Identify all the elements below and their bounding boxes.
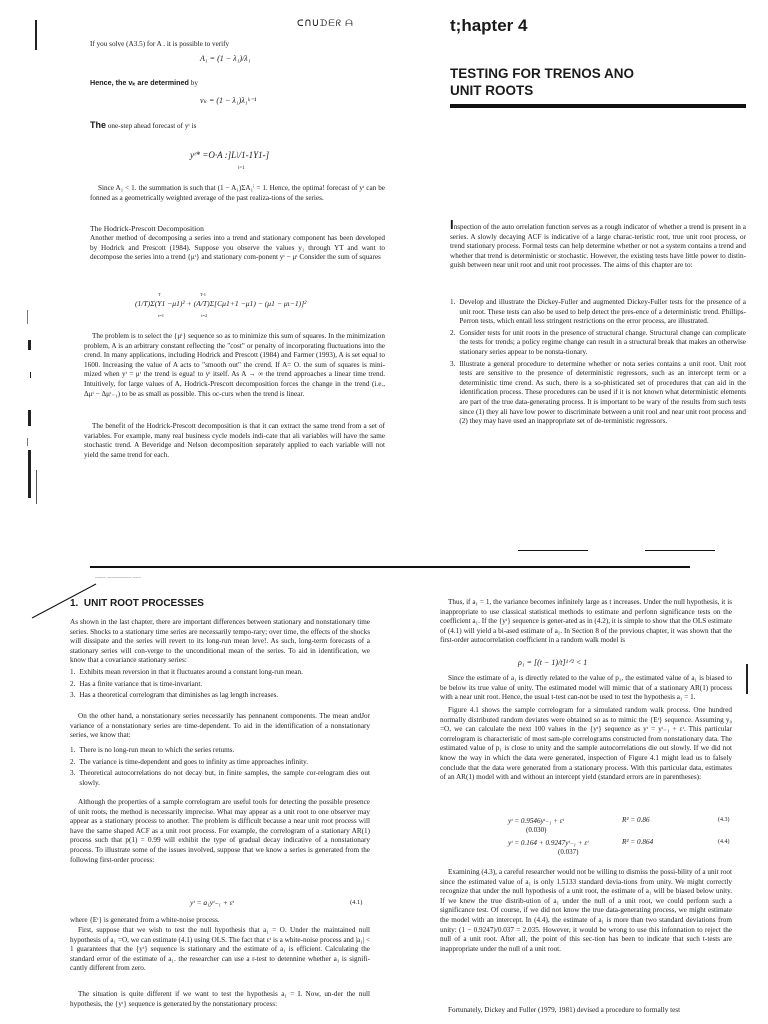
nonstationary-property <box>70 746 370 756</box>
since-paragraph: Since A₁ < 1. the summation is such that (1 − A₁)ΣA₁ⁱ = 1. Hence, the optima! forecast of yᵗ can be fonned as a geometrically weighted average of the past realiza-tions of the series. <box>90 184 385 202</box>
hp-problem-paragraph: The problem is to select the {μᵗ} sequence so as to minimize this sum of squares. In the minimization problem, A is an arbitrary constant reflecting the "cost" or penalty of incorporating fluctuations into the crend. In many applications, including Hodrick and Prescott (1984) and Farmer (1993), A is set equal to 1600. Increasing the value of A acts to "smooth out" the crend. If A= O. the sum of squares is mini-mized when yᵗ = μᵗ the trend is egua! to yᵗ itself. As A → ∞ the trend approaches a linear time trend. Intuitively, for large values of A, Hodrick-Prescott decomposition forces the change in the trend (i.e., Δμᵗ − Δμᵗ₋₁) to be as small as possible. This oc-curs when the trend is linear. <box>84 332 385 398</box>
margin-artifact-7 <box>36 470 37 504</box>
margin-artifact-6 <box>28 450 31 498</box>
stationary-properties-list <box>70 668 370 703</box>
forecast-rest: one-step ahead forecast of yᵗ is <box>106 122 197 130</box>
property-number: 1. <box>70 746 76 754</box>
chapter-label: t;hapter 4 <box>450 16 528 35</box>
top-right-page <box>400 0 768 540</box>
unit-root-section-title: 1. UNIT ROOT PROCESSES <box>70 598 204 609</box>
header-scribble: ᑕᑎᑌᗪᗴᖇ ᗩ <box>297 18 354 28</box>
equation-4-3-number: (4.3) <box>718 817 730 823</box>
hp-paragraph: Another method of decomposing a series into a trend and stationary component has been developed by Hodrick and Prescott (1984). Suppose you observe the values y₁ through YT and want to decompose the series into a trend {μᵗ} and stationary com-ponent yᵗ − μᵗ Consider the sum of squares <box>90 234 385 262</box>
aim-item <box>450 329 746 358</box>
footer-rule-2 <box>645 550 715 551</box>
property-number: 3. <box>70 769 76 778</box>
equation-vk: vₖ = (1 − λ₁)λ₁ᵏ⁻¹ <box>200 96 257 105</box>
property-number: 3. <box>70 691 76 700</box>
nonstationary-paragraph: On the other hand, a nonstationary series necessarily has pennanent components. The mean andJor variance of a nonstationary series are time-dependent. To aid in the identification of a nonstationary series, we know that: <box>70 712 370 740</box>
white-noise-paragraph: where {Eᵗ} is generated from a white-noise process. <box>70 916 220 924</box>
equation-forecast-sub: i=1 <box>238 166 245 171</box>
property-text: There is no long-run mean to which the series retums. <box>79 746 235 754</box>
stationary-property <box>70 691 370 701</box>
property-text: The variance is time-dependent and goes to infinity as time approaches infinity. <box>79 757 309 766</box>
aim-item <box>450 298 746 327</box>
hence-paragraph <box>90 78 370 89</box>
intro-drop-cap: I <box>450 217 454 232</box>
aim-number: 3. <box>450 359 456 368</box>
nonstationary-property <box>70 769 370 788</box>
footer-rule-1 <box>518 550 588 551</box>
bottom-left-page <box>0 570 400 1024</box>
property-number: 2. <box>70 757 76 766</box>
hence-bold: Hence, the vₖ are determined <box>90 78 189 87</box>
margin-artifact-1 <box>27 310 28 324</box>
forecast-bold: The <box>90 120 107 130</box>
unit-null-paragraph: The situation is quite different if we want to test the hypothesis a₁ = I. Now, un-der the null hypothesis, the {yᵗ} sequence is generated by the nonstationary process: <box>70 990 370 1008</box>
hp-benefit-paragraph: The benefit of the Hodrick-Prescott decomposition is that it can extract the same trend from a set of variables. For example, many real business cycle models indi-cate that ali variables will have the same stochastic trend. A Beveridge and Nelson decomposition separately applied to each variable will not yield the same trend for each. <box>84 422 385 459</box>
bias-paragraph: Since the estimate of a₁ is directly related to the value of p₁, the estimated value of a₁ is biased to be below its true value of unity. The estimated model will mimic that of a stationary AR(1) process with a near unit root. Hence, the usual t-test can-not be used to test the hypothesis a₁ = 1. <box>440 674 732 702</box>
equation-forecast: yᵗ* =O·A :]L\/1-1Y1-] <box>190 150 270 160</box>
equation-4-3-se: (0.030) <box>526 826 547 834</box>
aim-text: Illustrate a general procedure to determine whether or nota series contains a unit root. Unit root tests are sensitive to the presence of deterministic regressors, such as an intercept term or a deterministic time crend. As such, there is a so-phisticated set of procedures that can aid in the identification process. These procedures can be used if it is not known what deterministic elements are part of the true data-generating process. It is important to be wary of the results from such tests since (1) they ali have low power to discriminate between a unit rool and near unit root process and (2) they may have used an inappropriate set of de-terministic regressors. <box>459 359 746 426</box>
property-number: 2. <box>70 679 76 688</box>
unit-root-intro: As shown in the last chapter, there are important differences between stationary and nonstationary time series. Shocks to a stationary time series are necessarily tempo-rary; over time, the effects of the shocks will dissipate and the series will revert to its long-run mean leve!. As such, long-term forecasts of a stationary series will con-verge to the unconditional mean of the series. To aid in identification, we know that a covariance stationary series: <box>70 618 370 665</box>
correlogram-paragraph: Although the properties of a sample correlogram are useful tools for detecting the possible presence of unit roots, the method is necessarily imprecise. What may appear as a unit root to one observer may appear as a stationary process to another. The problem is difficult because a near unit root process will have the same shaped ACF as a unit root process. For example, the correlogram of a stationary AR(1) process such that p(1) = 0.99 will exhibit the type of gradual decay indicative of a nonstationary process. To illustrate some of the issues involved, suppose that we know a series is generated from the following first-order process: <box>70 798 370 864</box>
chapter-intro <box>450 217 746 271</box>
property-text: Has a finite variance that is time-invariant. <box>79 679 203 688</box>
equation-hp-limits-top: T T-1 <box>158 292 207 297</box>
equation-4-3: yᵗ = 0.9546yᵗ₋₁ + εᵗ <box>508 817 564 825</box>
property-text: Has a theoretical correlogram that diminishes as lag length increases. <box>79 691 279 700</box>
nonstationary-properties-list <box>70 746 370 790</box>
margin-artifact-2 <box>28 340 31 350</box>
left-margin-bar <box>35 20 37 50</box>
forecast-paragraph <box>90 121 370 132</box>
aim-number: 1. <box>450 298 456 306</box>
bottom-top-scribble: ~~~~ ~~~~~~~~~ ~~~ <box>95 576 141 581</box>
hence-rest: by <box>188 79 198 87</box>
equation-4-4-se: (0.037) <box>558 848 579 856</box>
margin-artifact-3 <box>30 372 31 378</box>
equation-hp-limits-bottom: t=1 t=2 <box>158 313 208 318</box>
intro-text: nspection of the auto orrelation function serves as a rough indicator of whether a trend is present in a series. A slowly decaying ACF is indicative of a large charac-teristic root, true unit root process, or trend stationary process. Formal tests can help determine whether or not a system contains a trend and whether that trend is deterministic or stochastic. However, the existing tests have little power to distin-guish between near unit root and unit root processes. The aims of this chapter are to: <box>450 223 746 270</box>
chapter-title-line1: TESTING FOR TRENOS ANO <box>450 66 635 81</box>
equation-4-4-number: (4.4) <box>718 839 730 845</box>
aim-text: Develop and illustrate the Dickey-Fuller and augmented Dickey-Fuller tests for the presence of a unit root. These tests can also be used to help detect the pres-ence of a deterministic trend. Phillips-Perron tests, which entail less stringent restrictions on the error process, are illustrated. <box>459 298 746 326</box>
equation-rho: ρ₁ = [(t − 1)/t]¹ᐟ² < 1 <box>518 658 588 667</box>
bottom-right-page <box>400 570 768 1024</box>
hp-section-title: The Hodrick-Prescott Decomposition <box>90 224 204 233</box>
margin-artifact-5 <box>27 438 28 446</box>
chapter-rule <box>450 104 746 108</box>
equation-4-1: yᵗ = a₁yᵗ₋₁ + εᵗ <box>190 898 234 907</box>
property-text: Theoretical autocorrelations do not decay but, in finite samples, the sample cor-relogram dies out slowly. <box>79 769 370 787</box>
page-divider <box>90 566 690 568</box>
equation-4-4-r2: R² = 0.864 <box>622 838 654 846</box>
property-number: 1. <box>70 668 76 676</box>
null-hypothesis-paragraph: First, suppose that we wish to test the null hypothesis that a₁ = O. Under the maintained null hypothesis of a₁ =O, we can estimate (4.1) using OLS. The fact that εᵗ is a white-noise process and |a₁| < 1 guarantees that the {yᵗ} sequence is stationary and the estimate of a₁ is efficient. Calculating the standard error of the estimate of a₁. the researcher can use a r-test to detennine whether a₁ is signifi-cantly different from zero. <box>70 926 370 973</box>
nonstationary-property <box>70 758 370 768</box>
variance-paragraph: Thus, if a₁ = 1, the variance becomes infinitely large as t increases. Under the null hypothesis, it is inappropriate to use classical statistical methods to estimate and perfonn significance tests on the coefficient a₁. If the {yᵗ} sequence is gener-ated as in (4.2), it is simple to show that the OLS estimate of (4.1) will yield a bi-ased estimate of a₁. In Section 8 of the previous chapter, it was shown that the first-order autocorrelation coefficient in a random walk model is <box>440 598 732 645</box>
chapter-title-line2: UNIT ROOTS <box>450 83 534 98</box>
equation-4-4: yᵗ = 0.164 + 0.9247yᵗ₋₁ + εᵗ <box>508 839 589 847</box>
property-text: Exhibits mean reversion in that it fluctuates around a constant long-run mean. <box>79 668 303 676</box>
stationary-property <box>70 680 370 690</box>
stationary-property <box>70 668 370 678</box>
aim-text: Consider tests for unit roots in the presence of structural change. Structural change can complicate the tests for trends; a policy regime change can result in a structural break that makes an otherwise stationary series appear to be nonsta-tionary. <box>459 328 746 356</box>
top-left-page <box>0 0 400 540</box>
equation-4-1-number: (4.1) <box>350 899 363 906</box>
equation-4-3-r2: R² = 0.86 <box>622 816 650 824</box>
examining-paragraph: Examining (4.3), a careful researcher would not be willing to dismiss the possi-bility of a unit root since the estimated value of a₁ is only 1.5133 standard devia-tions from unity. We might correctly recognize that under the null hypothesis of a unit root, the estimate of a₁ will be biased below unity. If we knew the true distrib-ution of a₁ under the null of a unit root, we could perfonn such a significance test. Of course, if we did not know the true data-generating process, we might estimate the model with an intercept. In (4.4), the estimate of a₁ is more than two standard deviations from unity: (1 − 0.9247)/0.037 = 2.035. However, it would be wrong to use this infonnation to reject the null of a unit root. After all, the point of this sec-tion has been to indicate that such t-tests are inappropriate under the null of a unit root. <box>440 868 732 953</box>
aim-item <box>450 360 746 427</box>
equation-a1: A₁ = (1 − λ₁)/λ₁ <box>200 54 251 63</box>
chapter-aims-list <box>450 298 746 429</box>
equation-hp: (1/T)Σ(Y1 −μ1)² + (A/T)Σ[Cμ1+1 −μ1) − (μ1 − μι−1)]² <box>135 299 307 308</box>
margin-bar-right <box>746 664 748 694</box>
aim-number: 2. <box>450 328 456 337</box>
dickey-fuller-paragraph: Fortunately, Dickey and Fuller (1979, 1981) devised a procedure to formally test <box>448 1006 681 1014</box>
figure-paragraph: Figure 4.1 shows the sample correlogram for a simulated random walk process. One hundred normally distributed random deviates were obtained so as to mimic the {Eᵗ} sequence. Assuming y₀ =O, we can calculate the next 100 values in the {yᵗ} sequence as yᵗ = yᵗ₋₁ + εᵗ. This particular correlogram is characteristic of most sam-ple correlograms constructed from nonstationary data. The estimated value of p₁ is close to unity and the sample autocorrelations die out slowly. If we did not know the way in which the data were generated, inspection of Figure 4.1 might lead us to falsely conclude that the data were generated from a stationary process. With this particular data, estimates of an AR(1) model with and without an intercept yield (standard errors are in parentheses): <box>440 706 732 782</box>
margin-artifact-4 <box>28 410 31 426</box>
intro-paragraph: If you solve (A3.5) for A . it is possible to verify <box>90 40 230 48</box>
